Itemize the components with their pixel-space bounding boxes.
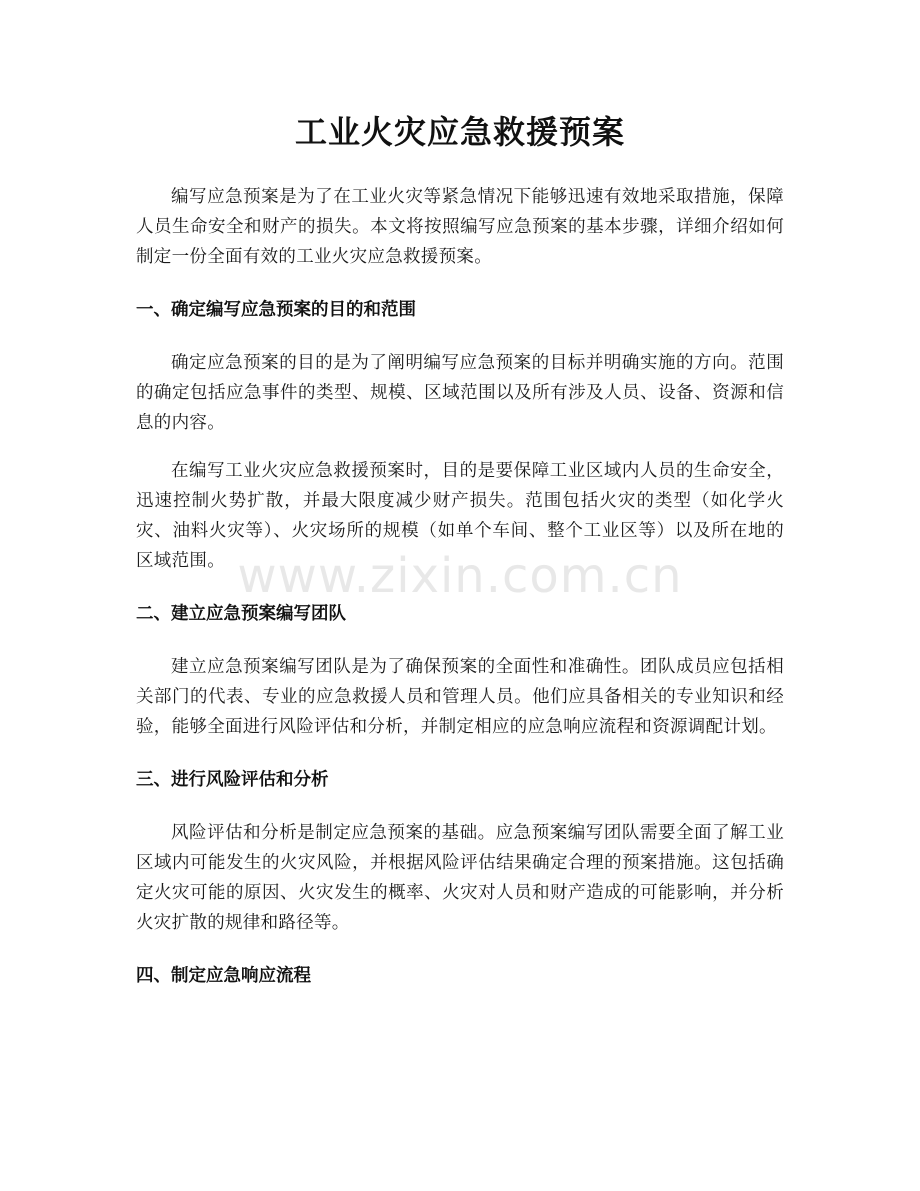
section-heading-1: 一、确定编写应急预案的目的和范围	[136, 300, 416, 320]
section-3-paragraph-1: 风险评估和分析是制定应急预案的基础。应急预案编写团队需要全面了解工业区域内可能发生的火灾风险，并根据风险评估结果确定合理的预案措施。这包括确定火灾可能的原因、火灾发生的概率、火灾对人员和财产造成的可能影响，并分析火灾扩散的规律和路径等。	[136, 823, 784, 933]
section-2-paragraph-1: 建立应急预案编写团队是为了确保预案的全面性和准确性。团队成员应包括相关部门的代表、专业的应急救援人员和管理人员。他们应具备相关的专业知识和经验，能够全面进行风险评估和分析，并制定相应的应急响应流程和资源调配计划。	[136, 657, 784, 737]
section-heading-2: 二、建立应急预案编写团队	[136, 604, 346, 624]
intro-paragraph: 编写应急预案是为了在工业火灾等紧急情况下能够迅速有效地采取措施，保障人员生命安全和财产的损失。本文将按照编写应急预案的基本步骤，详细介绍如何制定一份全面有效的工业火灾应急救援预案。	[136, 187, 784, 267]
section-1-paragraph-1: 确定应急预案的目的是为了阐明编写应急预案的目标并明确实施的方向。范围的确定包括应急事件的类型、规模、区域范围以及所有涉及人员、设备、资源和信息的内容。	[136, 353, 784, 433]
section-heading-4: 四、制定应急响应流程	[136, 966, 311, 986]
section-1-paragraph-2: 在编写工业火灾应急救援预案时，目的是要保障工业区域内人员的生命安全，迅速控制火势扩散，并最大限度减少财产损失。范围包括火灾的类型（如化学火灾、油料火灾等）、火灾场所的规模（如单个车间、整个工业区等）以及所在地的区域范围。	[136, 461, 784, 571]
document-title: 工业火灾应急救援预案	[294, 113, 625, 151]
watermark-text: www.zixin.com.cn	[237, 548, 683, 604]
section-heading-3: 三、进行风险评估和分析	[136, 770, 329, 790]
